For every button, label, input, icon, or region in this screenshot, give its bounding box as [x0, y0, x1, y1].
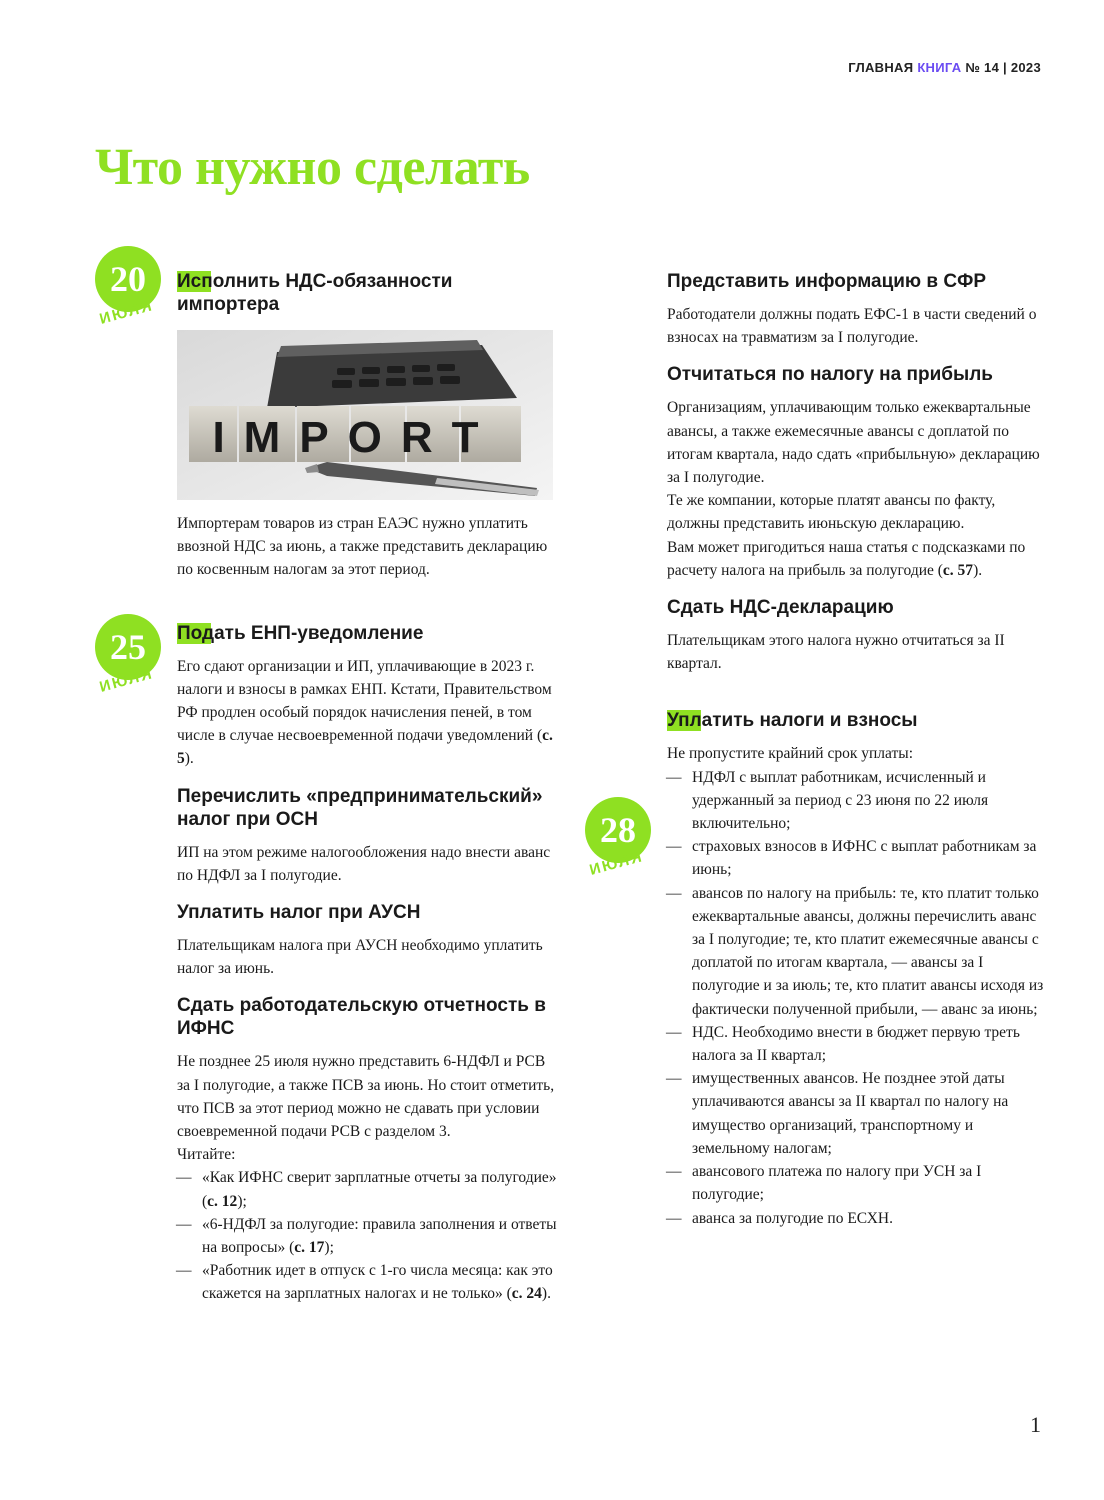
issue-number: № 14 | 2023	[965, 60, 1041, 75]
list-item: — авансов по налогу на прибыль: те, кто платит только ежеквартальные авансы, должны перечислить аванс за I полугодие; те, кто платит ежемесячные авансы с доплатой по итогам квартала, — авансы за I полугодие и за июль; те, кто платит авансы исходя из фактически полученной прибыли, — аванс за июнь;	[667, 882, 1047, 1021]
right-column	[667, 270, 1047, 1244]
sfr-text: Работодатели должны подать ЕФС-1 в части сведений о взносах на травматизм за I полугодие.	[667, 306, 1037, 347]
list-item: — НДС. Необходимо внести в бюджет первую треть налога за II квартал;	[667, 1021, 1047, 1067]
import-photo	[177, 330, 553, 500]
list-item: — имущественных авансов. Не позднее этой даты уплачиваются авансы за II квартал по налогу на имущество организаций, транспортному и земельному налогам;	[667, 1067, 1047, 1160]
ifns-text: Не позднее 25 июля нужно представить 6-НДФЛ и РСВ за I полугодие, а также ПСВ за июнь. Но стоит отметить, что ПСВ за этот период можно не сдавать при условии своевременной подачи РСВ с разделом 3.	[177, 1053, 555, 1141]
section-heading-vat: Сдать НДС-декларацию	[667, 597, 894, 619]
svg-text:IMPORT: IMPORT	[212, 413, 498, 462]
enp-text: Его сдают организации и ИП, уплачивающие в 2023 г. налоги и взносы в рамках ЕНП. Кстати, Правительством РФ продлен особый порядок начисления пеней, в том числе в случае несвоевременной подачи уведомлений (с. 5).	[177, 657, 553, 768]
list-item: — авансового платежа по налогу при УСН за I полугодие;	[667, 1160, 1047, 1206]
list-item: — «Работник идет в отпуск с 1-го числа месяца: как это скажется на зарплатных налогах и не только» (с. 24).	[177, 1259, 557, 1305]
ausn-text: Плательщикам налога при АУСН необходимо уплатить налог за июнь.	[177, 937, 543, 978]
read-list	[177, 1166, 557, 1305]
brand-part-a: ГЛАВНАЯ	[848, 60, 914, 75]
section-heading-sfr: Представить информацию в СФР	[667, 271, 987, 292]
section-heading-ifns: Сдать работодательскую отчетность в ИФНС	[177, 995, 546, 1040]
import-text: Импортерам товаров из стран ЕАЭС нужно уплатить ввозной НДС за июнь, а также представить декларацию по косвенным налогам за этот период.	[177, 515, 548, 579]
vat-text: Плательщикам этого налога нужно отчитаться за II квартал.	[667, 632, 1005, 673]
badge-month: ИЮЛЯ	[587, 848, 646, 879]
page-number: 1	[1030, 1412, 1041, 1437]
profit-text-1: Организациям, уплачивающим только ежеквартальные авансы, а также ежемесячные авансы с доплатой по итогам квартала, надо сдать «прибыльную» декларацию за I полугодие.	[667, 399, 1040, 487]
pay-list	[667, 766, 1047, 1230]
badge-month: ИЮЛЯ	[97, 665, 156, 696]
section-heading-profit: Отчитаться по налогу на прибыль	[667, 364, 993, 386]
section-heading-ausn: Уплатить налог при АУСН	[177, 902, 421, 924]
date-badge-20	[95, 246, 169, 336]
badge-day: 25	[95, 614, 161, 680]
list-item: — НДФЛ с выплат работникам, исчисленный и удержанный за период с 23 июня по 22 июля включительно;	[667, 766, 1047, 836]
magazine-header	[848, 60, 1041, 75]
list-item: — «Как ИФНС сверит зарплатные отчеты за полугодие» (с. 12);	[177, 1166, 557, 1212]
list-item: — страховых взносов в ИФНС с выплат работникам за июнь;	[667, 835, 1047, 881]
date-badge-25	[95, 614, 169, 704]
section-heading-enp: Подать ЕНП-уведомление	[177, 622, 424, 644]
profit-text-3: Вам может пригодиться наша статья с подсказками по расчету налога на прибыль за полугодие (с. 57).	[667, 538, 1026, 579]
section-heading-import: Исполнить НДС-обязанности импортера	[177, 271, 453, 315]
list-item: — аванса за полугодие по ЕСХН.	[667, 1207, 1047, 1230]
read-label: Читайте:	[177, 1146, 236, 1164]
pay-intro: Не пропустите крайний срок уплаты:	[667, 745, 914, 763]
osn-text: ИП на этом режиме налогообложения надо внести аванс по НДФЛ за I полугодие.	[177, 843, 551, 884]
page-title: Что нужно сделать	[95, 139, 530, 196]
list-item: — «6-НДФЛ за полугодие: правила заполнения и ответы на вопросы» (с. 17);	[177, 1213, 557, 1259]
brand-part-b: КНИГА	[917, 60, 962, 75]
badge-month: ИЮЛЯ	[97, 297, 156, 328]
badge-day: 28	[585, 797, 651, 863]
section-heading-pay: Уплатить налоги и взносы	[667, 710, 918, 732]
section-heading-osn: Перечислить «предпринимательский» налог при ОСН	[177, 785, 543, 830]
date-badge-28	[585, 797, 659, 887]
profit-text-2: Те же компании, которые платят авансы по факту, должны представить июньскую декларацию.	[667, 492, 996, 533]
left-column	[177, 270, 557, 1320]
badge-day: 20	[95, 246, 161, 312]
